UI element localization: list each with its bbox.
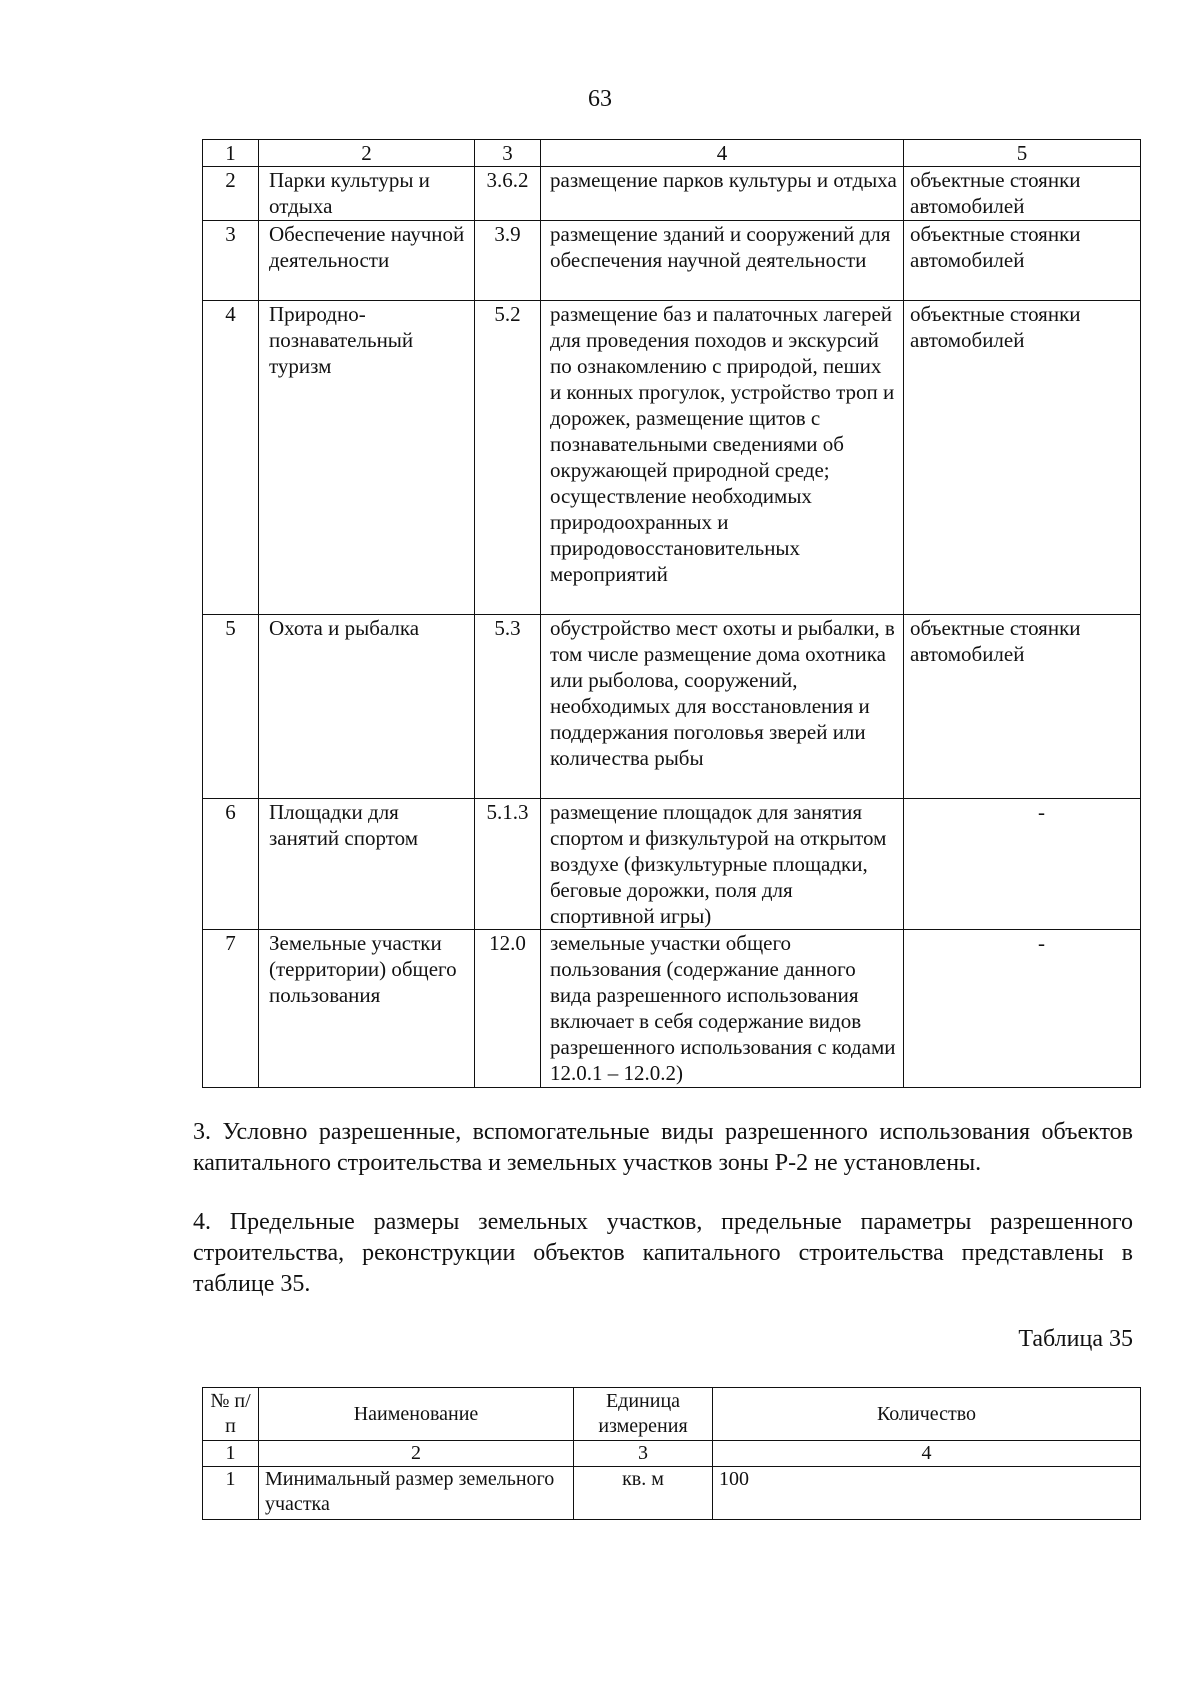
paragraph-4: 4. Предельные размеры земельных участков, предельные параметры разрешенного строительства, реконструкции объектов капитального строительства представлены в таблице 35.	[193, 1209, 1133, 1297]
table-row	[203, 930, 1141, 1088]
parking-requirement: -	[904, 799, 1141, 930]
column-number: 3	[574, 1441, 713, 1467]
table-row	[203, 799, 1141, 930]
use-type-name: Природно-познавательный туризм	[259, 301, 475, 615]
paragraph-3: 3. Условно разрешенные, вспомогательные виды разрешенного использования объектов капитального строительства и земельных участков зоны Р-2 не установлены.	[193, 1119, 1133, 1176]
column-number: 1	[203, 140, 259, 167]
parameter-name: Минимальный размер земельного участка	[259, 1467, 574, 1520]
column-number: 2	[259, 140, 475, 167]
use-type-description: размещение площадок для занятия спортом и физкультурой на открытом воздухе (физкультурные площадки, беговые дорожки, поля для спортивной игры)	[541, 799, 904, 930]
use-type-code: 3.9	[475, 221, 541, 301]
use-type-code: 3.6.2	[475, 167, 541, 221]
use-type-code: 5.3	[475, 615, 541, 799]
column-number: 1	[203, 1441, 259, 1467]
parking-requirement: -	[904, 930, 1141, 1088]
use-type-name: Площадки для занятий спортом	[259, 799, 475, 930]
row-number: 1	[203, 1467, 259, 1520]
column-number-row	[203, 140, 1141, 167]
table-row	[203, 615, 1141, 799]
use-type-description: размещение парков культуры и отдыха	[541, 167, 904, 221]
permitted-use-table	[202, 139, 1141, 1088]
use-type-code: 5.2	[475, 301, 541, 615]
parking-requirement: объектные стоянки автомобилей	[904, 221, 1141, 301]
use-type-description: обустройство мест охоты и рыбалки, в том числе размещение дома охотника или рыболова, сооружений, необходимых для восстановления и поддержания поголовья зверей или количества рыбы	[541, 615, 904, 799]
use-type-description: размещение зданий и сооружений для обеспечения научной деятельности	[541, 221, 904, 301]
column-number: 2	[259, 1441, 574, 1467]
header-quantity: Количество	[713, 1388, 1141, 1441]
row-number: 5	[203, 615, 259, 799]
row-number: 2	[203, 167, 259, 221]
use-type-name: Земельные участки (территории) общего пользования	[259, 930, 475, 1088]
table-row	[203, 167, 1141, 221]
parking-requirement: объектные стоянки автомобилей	[904, 167, 1141, 221]
table-caption: Таблица 35	[1018, 1326, 1133, 1352]
row-number: 3	[203, 221, 259, 301]
column-number: 5	[904, 140, 1141, 167]
header-number: № п/п	[203, 1388, 259, 1441]
header-name: Наименование	[259, 1388, 574, 1441]
column-number: 4	[713, 1441, 1141, 1467]
column-number-row	[203, 1441, 1141, 1467]
use-type-description: земельные участки общего пользования (содержание данного вида разрешенного использования включает в себя содержание видов разрешенного использования с кодами 12.0.1 – 12.0.2)	[541, 930, 904, 1088]
use-type-code: 12.0	[475, 930, 541, 1088]
row-number: 7	[203, 930, 259, 1088]
use-type-name: Охота и рыбалка	[259, 615, 475, 799]
parking-requirement: объектные стоянки автомобилей	[904, 301, 1141, 615]
parameter-unit: кв. м	[574, 1467, 713, 1520]
header-row	[203, 1388, 1141, 1441]
use-type-code: 5.1.3	[475, 799, 541, 930]
header-unit: Единица измерения	[574, 1388, 713, 1441]
table-row	[203, 301, 1141, 615]
column-number: 4	[541, 140, 904, 167]
table-row	[203, 1467, 1141, 1520]
use-type-name: Обеспечение научной деятельности	[259, 221, 475, 301]
row-number: 6	[203, 799, 259, 930]
parameters-table	[202, 1387, 1141, 1520]
page-number: 63	[588, 86, 612, 112]
parameter-value: 100	[713, 1467, 1141, 1520]
table-row	[203, 221, 1141, 301]
column-number: 3	[475, 140, 541, 167]
use-type-description: размещение баз и палаточных лагерей для проведения походов и экскурсий по ознакомлению с природой, пеших и конных прогулок, устройство троп и дорожек, размещение щитов с познавательными сведениями об окружающей природной среде; осуществление необходимых природоохранных и природовосстановительных мероприятий	[541, 301, 904, 615]
parking-requirement: объектные стоянки автомобилей	[904, 615, 1141, 799]
row-number: 4	[203, 301, 259, 615]
use-type-name: Парки культуры и отдыха	[259, 167, 475, 221]
